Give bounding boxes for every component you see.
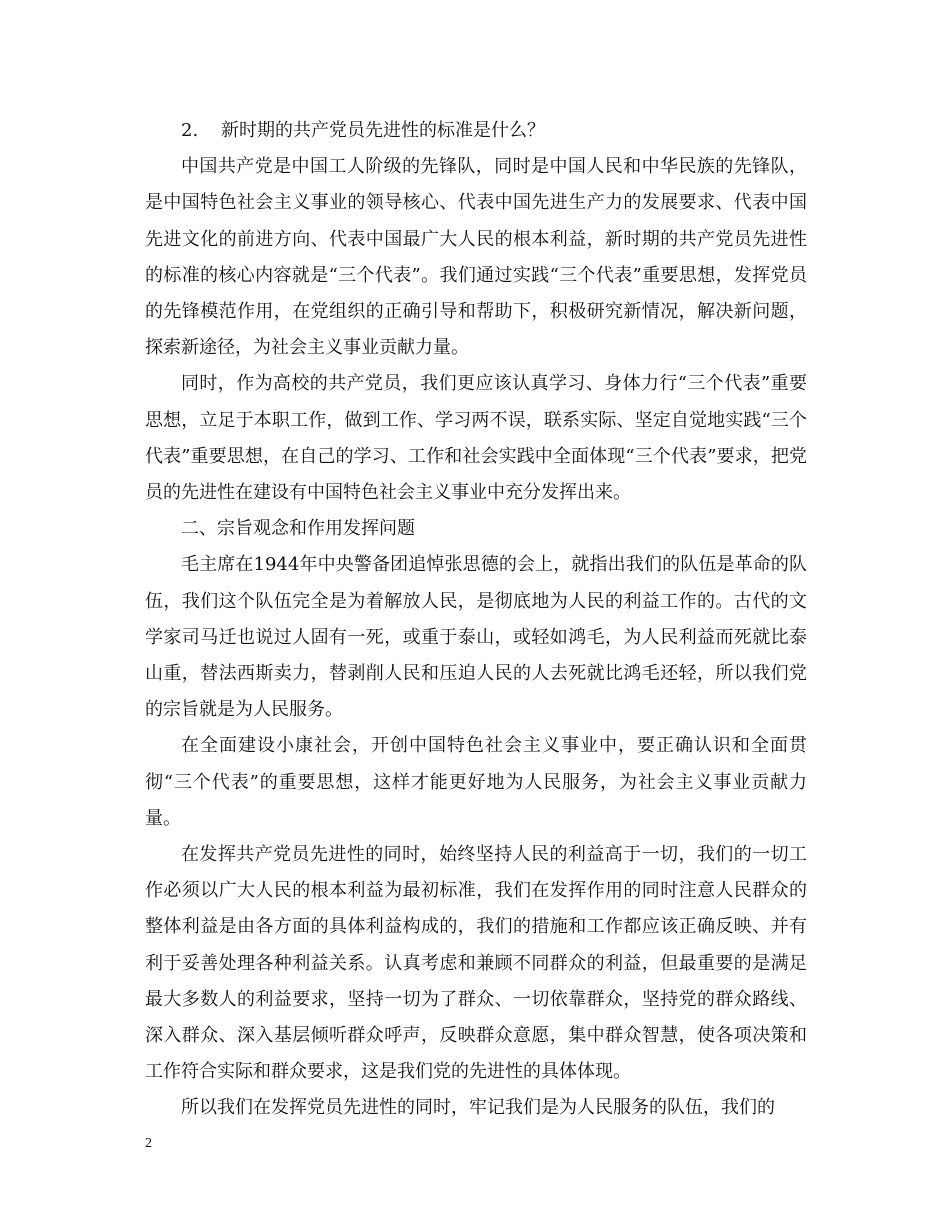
question-heading [145, 113, 807, 149]
section-heading-purpose: 二、宗旨观念和作用发挥问题 [181, 518, 415, 540]
page-number: 2 [145, 1136, 152, 1151]
paragraph-closing: 所以我们在发挥党员先进性的同时，牢记我们是为人民服务的队伍，我们的 [181, 1097, 775, 1119]
question-number: 2. [181, 120, 199, 141]
paragraph-people-interest: 在发挥共产党员先进性的同时，始终坚持人民的利益高于一切，我们的一切工作必须以广大人民的根本利益为最初标准，我们在发挥作用的同时注意人民群众的整体利益是由各方面的具体利益构成的，我们的措施和工作都应该正确反映、并有利于妥善处理各种利益关系。认真考虑和兼顾不同群众的利益，但最重要的是满足最大多数人的利益要求，坚持一切为了群众、一切依靠群众，坚持党的群众路线、深入群众、深入基层倾听群众呼声，反映群众意愿，集中群众智慧，使各项决策和工作符合实际和群众要求，这是我们党的先进性的具体体现。 [145, 844, 807, 1083]
question-text: 新时期的共产党员先进性的标准是什么？ [221, 120, 545, 141]
paragraph-vanguard: 中国共产党是中国工人阶级的先锋队，同时是中国人民和中华民族的先锋队，是中国特色社会主义事业的领导核心、代表中国先进生产力的发展要求、代表中国先进文化的前进方向、代表中国最广大人民的根本利益，新时期的共产党员先进性的标准的核心内容就是“三个代表”。我们通过实践“三个代表”重要思想，发挥党员的先锋模范作用，在党组织的正确引导和帮助下，积极研究新情况，解决新问题，探索新途径，为社会主义事业贡献力量。 [145, 156, 807, 359]
paragraph-mao-speech: 毛主席在1944年中央警备团追悼张思德的会上，就指出我们的队伍是革命的队伍，我们这个队伍完全是为着解放人民，是彻底地为人民的利益工作的。古代的文学家司马迁也说过人固有一死，或重于泰山，或轻如鸿毛，为人民利益而死就比泰山重，替法西斯卖力，替剥削人民和压迫人民的人去死就比鸿毛还轻，所以我们党的宗旨就是为人民服务。 [145, 554, 807, 721]
paragraph-xiaokang: 在全面建设小康社会，开创中国特色社会主义事业中，要正确认识和全面贯彻“三个代表”的重要思想，这样才能更好地为人民服务，为社会主义事业贡献力量。 [145, 735, 807, 829]
page-body [145, 113, 807, 1127]
paragraph-university-members: 同时，作为高校的共产党员，我们更应该认真学习、身体力行“三个代表”重要思想，立足于本职工作，做到工作、学习两不误，联系实际、坚定自觉地实践“三个代表”重要思想，在自己的学习、工作和社会实践中全面体现“三个代表”要求，把党员的先进性在建设有中国特色社会主义事业中充分发挥出来。 [145, 373, 807, 504]
